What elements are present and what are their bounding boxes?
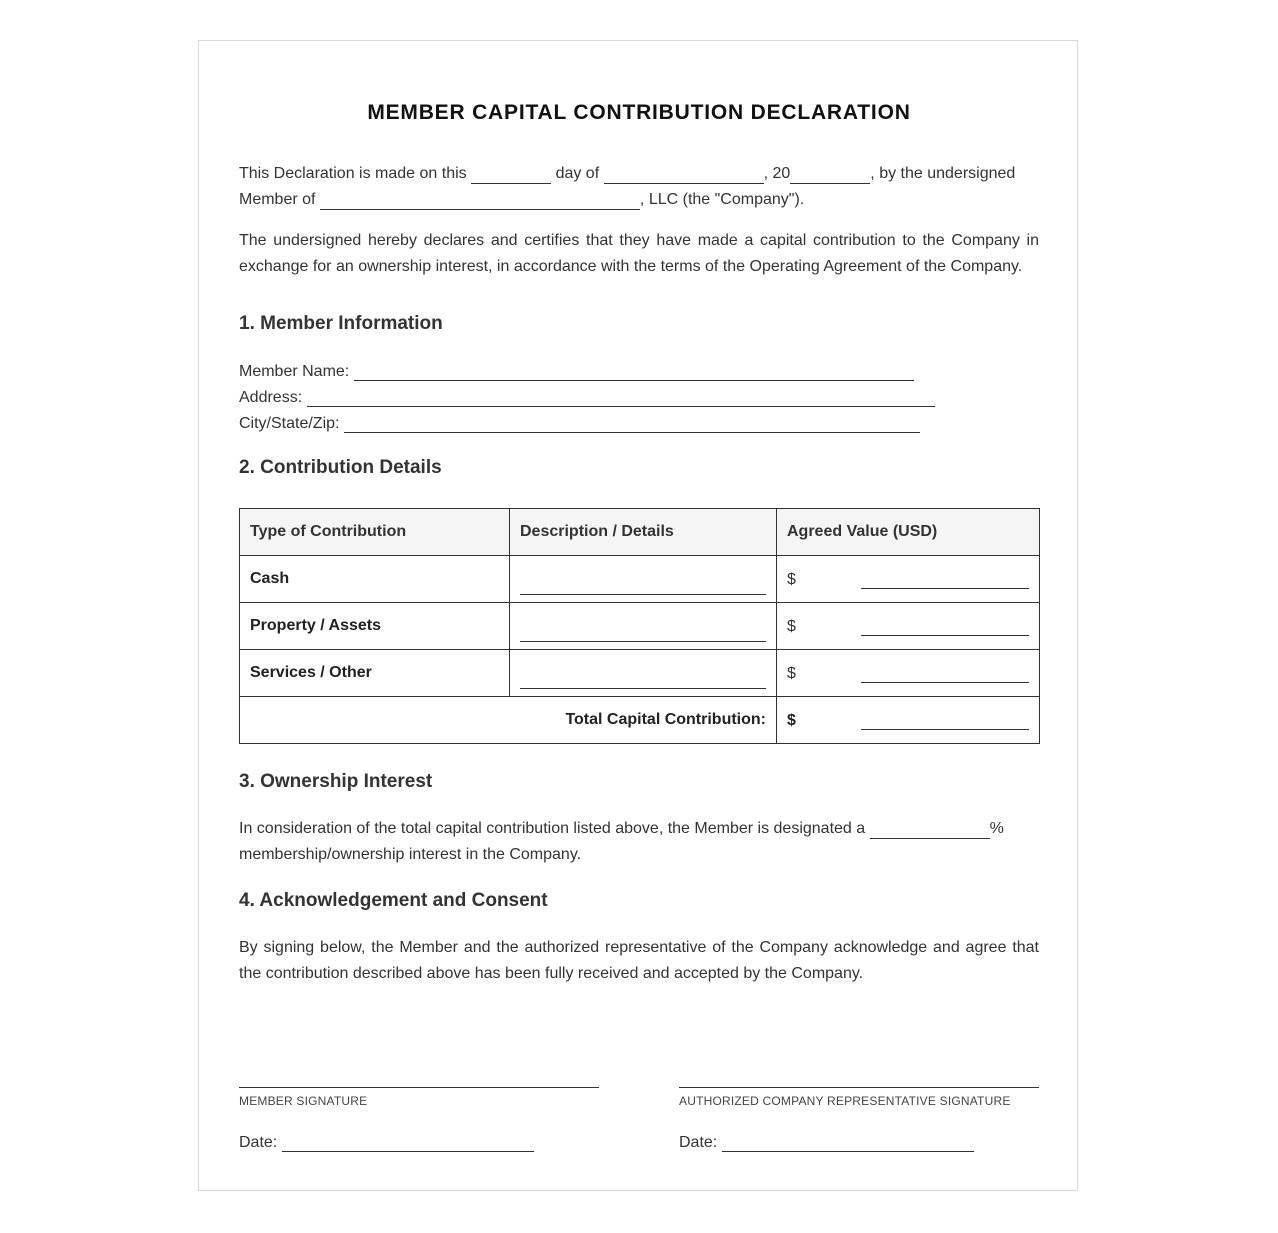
date-label: Date: xyxy=(679,1134,718,1151)
document-page xyxy=(198,40,1078,1191)
intro-text: , 20 xyxy=(763,165,791,182)
description-cell xyxy=(510,603,777,650)
day-blank[interactable] xyxy=(471,163,551,184)
section-1-heading: 1. Member Information xyxy=(239,313,443,334)
contribution-type: Services / Other xyxy=(240,650,510,697)
description-input[interactable] xyxy=(520,662,766,689)
table-row xyxy=(240,603,1040,650)
value-cell xyxy=(777,650,1040,697)
description-input[interactable] xyxy=(520,615,766,642)
declaration-paragraph: The undersigned hereby declares and certifies that they have made a capital contribution to the Company in exchange for an ownership interest, in accordance with the terms of the Operating Agreement of the Company. xyxy=(239,232,1039,275)
representative-date-field xyxy=(679,1130,974,1152)
city-state-zip-label: City/State/Zip: xyxy=(239,415,340,432)
member-name-field xyxy=(239,361,914,381)
intro-text: Member of xyxy=(239,191,316,208)
address-input[interactable] xyxy=(307,388,935,407)
value-cell xyxy=(777,603,1040,650)
description-cell xyxy=(510,650,777,697)
acknowledgement-paragraph: By signing below, the Member and the authorized representative of the Company acknowledge and agree that the contribution described above has been fully received and accepted by the Company. xyxy=(239,939,1039,982)
document-title: MEMBER CAPITAL CONTRIBUTION DECLARATION xyxy=(367,101,911,124)
table-row xyxy=(240,650,1040,697)
section-4-heading: 4. Acknowledgement and Consent xyxy=(239,890,548,911)
value-input[interactable] xyxy=(861,617,1029,636)
section-2-heading: 2. Contribution Details xyxy=(239,457,442,478)
section-3-heading: 3. Ownership Interest xyxy=(239,771,433,792)
member-signature-line[interactable] xyxy=(239,1086,599,1088)
column-header: Type of Contribution xyxy=(240,509,510,556)
city-state-zip-field xyxy=(239,413,920,433)
value-input[interactable] xyxy=(861,664,1029,683)
member-signature-label: MEMBER SIGNATURE xyxy=(239,1094,368,1108)
percent-sign: % xyxy=(989,820,1004,837)
representative-signature-label: AUTHORIZED COMPANY REPRESENTATIVE SIGNATURE xyxy=(679,1094,1011,1108)
intro-text: day of xyxy=(555,165,600,182)
contribution-type: Property / Assets xyxy=(240,603,510,650)
member-name-label: Member Name: xyxy=(239,363,350,380)
representative-signature-line[interactable] xyxy=(679,1086,1039,1088)
total-value-cell xyxy=(777,697,1040,744)
address-label: Address: xyxy=(239,389,303,406)
currency-symbol: $ xyxy=(787,711,796,729)
city-state-zip-input[interactable] xyxy=(344,414,920,433)
currency-symbol: $ xyxy=(787,617,796,635)
value-input[interactable] xyxy=(861,570,1029,589)
description-input[interactable] xyxy=(520,568,766,595)
currency-symbol: $ xyxy=(787,664,796,682)
date-label: Date: xyxy=(239,1134,278,1151)
contribution-type: Cash xyxy=(240,556,510,603)
description-cell xyxy=(510,556,777,603)
intro-text: This Declaration is made on this xyxy=(239,165,467,182)
column-header: Description / Details xyxy=(510,509,777,556)
intro-text: , LLC (the "Company"). xyxy=(639,191,805,208)
intro-paragraph xyxy=(239,161,1039,213)
ownership-text: membership/ownership interest in the Company. xyxy=(239,846,582,863)
member-date-input[interactable] xyxy=(282,1131,534,1152)
month-blank[interactable] xyxy=(604,163,764,184)
column-header: Agreed Value (USD) xyxy=(777,509,1040,556)
table-header-row xyxy=(240,509,1040,556)
table-row xyxy=(240,556,1040,603)
member-name-input[interactable] xyxy=(354,362,914,381)
contribution-table xyxy=(239,508,1040,744)
ownership-text: In consideration of the total capital contribution listed above, the Member is designated a xyxy=(239,820,866,837)
ownership-paragraph xyxy=(239,816,1039,868)
company-name-blank[interactable] xyxy=(320,189,640,210)
total-value-input[interactable] xyxy=(861,711,1029,730)
year-blank[interactable] xyxy=(790,163,870,184)
value-cell xyxy=(777,556,1040,603)
intro-text: , by the undersigned xyxy=(870,165,1016,182)
representative-date-input[interactable] xyxy=(722,1131,974,1152)
currency-symbol: $ xyxy=(787,570,796,588)
total-label: Total Capital Contribution: xyxy=(240,697,777,744)
address-field xyxy=(239,387,935,407)
percentage-blank[interactable] xyxy=(870,818,990,839)
member-date-field xyxy=(239,1130,534,1152)
total-row xyxy=(240,697,1040,744)
